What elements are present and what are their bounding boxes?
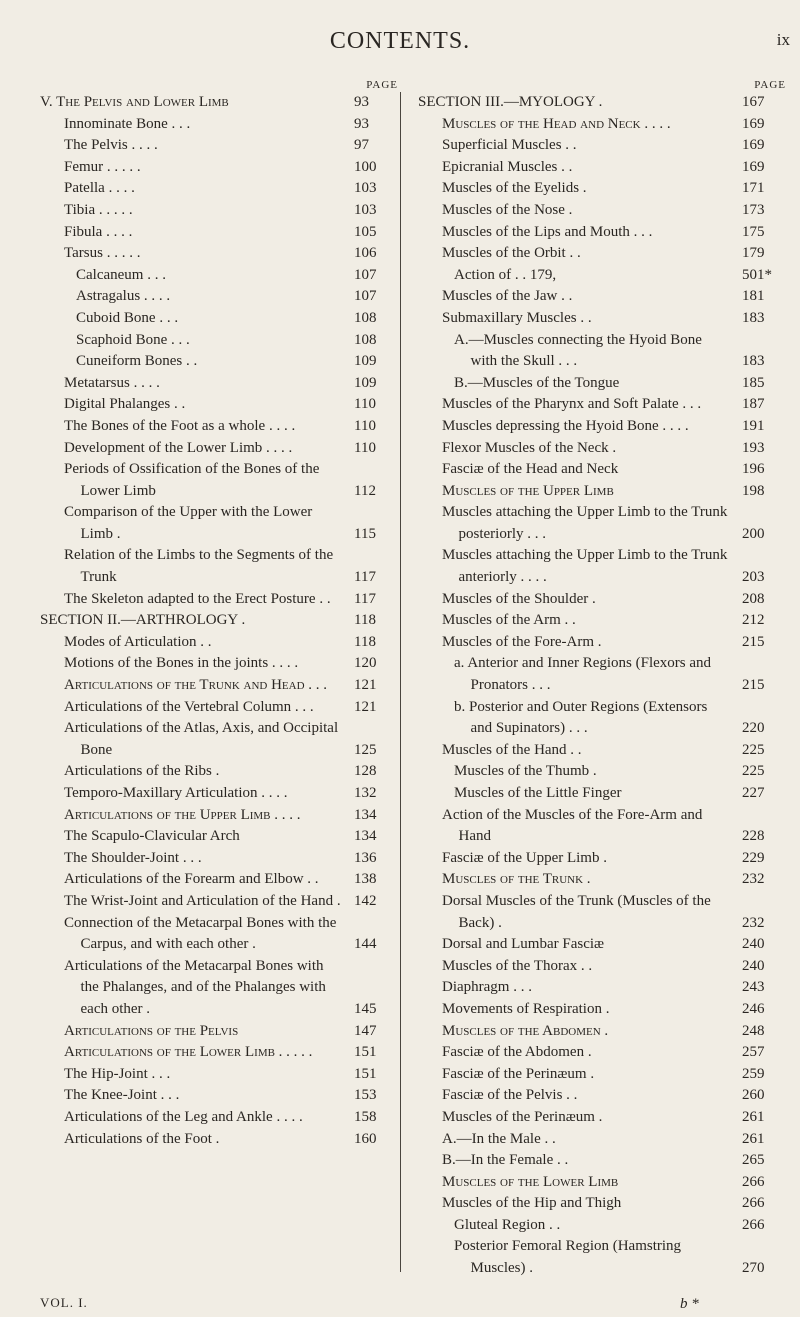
toc-entry-page: 232 xyxy=(742,914,765,931)
toc-entry-title: Epicranial Muscles . . xyxy=(442,158,573,175)
toc-entry-title: Muscles of the Hand . . xyxy=(442,741,582,758)
toc-entry xyxy=(442,977,788,999)
toc-entry-title: The Knee-Joint . . . xyxy=(64,1087,180,1104)
toc-entry xyxy=(442,610,788,632)
toc-entry-page: 100 xyxy=(354,158,377,175)
toc-entry-page: 93 xyxy=(354,115,369,132)
toc-entry-title: Dorsal and Lumbar Fasciæ xyxy=(442,936,605,953)
toc-entry xyxy=(442,934,788,956)
toc-entry-title: B.—Muscles of the Tongue xyxy=(454,374,620,391)
toc-entry-page: 501* xyxy=(742,266,772,283)
toc-entry-title: The Hip-Joint . . . xyxy=(64,1065,171,1082)
page-column-label: PAGE xyxy=(366,79,398,91)
toc-entry-title: Motions of the Bones in the joints . . . . xyxy=(64,655,299,672)
toc-entry-page: 183 xyxy=(742,353,765,370)
toc-entry xyxy=(64,178,400,200)
toc-entry-page: 212 xyxy=(742,612,765,629)
toc-entry-title: The Bones of the Foot as a whole . . . . xyxy=(64,417,296,434)
toc-entry-page: 132 xyxy=(354,785,377,801)
signature-mark: b * xyxy=(680,1296,699,1312)
toc-entry-title: V. The Pelvis and Lower Limb xyxy=(40,94,229,110)
toc-entry xyxy=(454,265,788,287)
toc-entry-page: 225 xyxy=(742,763,765,780)
toc-entry xyxy=(64,394,400,416)
toc-entry xyxy=(40,92,400,114)
toc-entry-title: SECTION III.—MYOLOGY . xyxy=(418,94,603,110)
toc-entry-title: Action of . . 179, xyxy=(454,266,557,283)
toc-entry-title: Articulations of the Foot . xyxy=(64,1130,220,1147)
toc-entry-title: Action of the Muscles of the Fore-Arm and Hand xyxy=(442,806,703,845)
toc-entry xyxy=(64,913,400,956)
toc-entry-page: 179 xyxy=(742,245,765,262)
toc-entry-page: 169 xyxy=(742,115,765,132)
toc-entry-page: 112 xyxy=(354,482,376,499)
toc-entry-title: Muscles of the Little Finger xyxy=(454,785,622,801)
toc-entry-page: 151 xyxy=(354,1065,377,1082)
toc-entry xyxy=(76,330,400,352)
toc-entry xyxy=(76,286,400,308)
toc-entry-title: Tarsus . . . . . xyxy=(64,245,141,262)
toc-entry-page: 169 xyxy=(742,137,765,154)
toc-entry xyxy=(442,243,788,265)
toc-entry xyxy=(442,1150,788,1172)
toc-entry-title: Dorsal Muscles of the Trunk (Muscles of the Back) . xyxy=(442,892,711,931)
toc-entry-title: Muscles of the Pharynx and Soft Palate . . . xyxy=(442,396,702,413)
toc-entry-title: Muscles of the Head and Neck . . . . xyxy=(442,115,671,132)
toc-entry xyxy=(442,740,788,762)
toc-entry-title: Fasciæ of the Head and Neck xyxy=(442,461,619,478)
toc-entry xyxy=(64,438,400,460)
toc-entry-page: 215 xyxy=(742,633,765,650)
right-column xyxy=(418,78,788,1280)
toc-entry xyxy=(442,308,788,330)
toc-entry-title: Comparison of the Upper with the Lower Limb . xyxy=(64,504,313,542)
toc-entry-page: 261 xyxy=(742,1130,765,1147)
toc-entry-title: The Pelvis . . . . xyxy=(64,137,158,154)
toc-entry-page: 108 xyxy=(354,309,377,326)
toc-entry-page: 109 xyxy=(354,353,377,370)
toc-entry xyxy=(64,502,400,545)
toc-entry-title: Periods of Ossification of the Bones of the Lower Limb xyxy=(64,461,320,499)
volume-label: VOL. I. xyxy=(40,1295,88,1310)
toc-entry-page: 103 xyxy=(354,201,377,218)
toc-entry xyxy=(64,114,400,136)
toc-entry xyxy=(442,178,788,200)
toc-entry xyxy=(64,805,400,827)
toc-entry xyxy=(442,805,788,848)
toc-entry-title: Gluteal Region . . xyxy=(454,1216,561,1233)
toc-entry-page: 173 xyxy=(742,201,765,218)
toc-entry-page: 151 xyxy=(354,1044,377,1061)
toc-entry-title: Muscles of the Perinæum . xyxy=(442,1108,603,1125)
toc-entry-page: 121 xyxy=(354,677,377,694)
toc-entry-page: 103 xyxy=(354,180,377,197)
toc-entry-title: Muscles attaching the Upper Limb to the Trunk posteriorly . . . xyxy=(442,504,728,542)
toc-entry-title: Metatarsus . . . . xyxy=(64,374,160,391)
toc-entry xyxy=(442,481,788,503)
toc-entry-title: Articulations of the Vertebral Column . . . xyxy=(64,698,314,715)
toc-entry-title: Muscles of the Arm . . xyxy=(442,612,576,629)
toc-entry-page: 185 xyxy=(742,374,765,391)
page-title: CONTENTS. xyxy=(329,28,471,54)
toc-list-left xyxy=(40,92,400,1150)
toc-entry-page: 169 xyxy=(742,158,765,175)
toc-entry xyxy=(442,438,788,460)
toc-entry-title: Scaphoid Bone . . . xyxy=(76,331,190,348)
toc-entry-page: 110 xyxy=(354,396,376,413)
toc-entry-title: Superficial Muscles . . xyxy=(442,137,577,154)
toc-entry-page: 120 xyxy=(354,655,377,672)
toc-entry-title: Fasciæ of the Abdomen . xyxy=(442,1044,592,1061)
toc-entry xyxy=(454,373,788,395)
toc-entry xyxy=(442,956,788,978)
toc-entry xyxy=(64,761,400,783)
toc-entry-page: 167 xyxy=(742,94,765,110)
toc-entry-page: 193 xyxy=(742,439,765,456)
toc-entry-page: 208 xyxy=(742,590,765,607)
toc-entry-title: Muscles of the Shoulder . xyxy=(442,590,596,607)
toc-entry xyxy=(64,545,400,588)
toc-entry-page: 259 xyxy=(742,1065,765,1082)
toc-entry xyxy=(64,157,400,179)
toc-entry-page: 232 xyxy=(742,871,765,888)
toc-entry-page: 243 xyxy=(742,979,765,996)
toc-entry-title: Articulations of the Forearm and Elbow . . xyxy=(64,871,319,888)
toc-entry-title: Fasciæ of the Perinæum . xyxy=(442,1065,595,1082)
toc-entry-page: 187 xyxy=(742,396,765,413)
toc-entry-title: Muscles of the Fore-Arm . xyxy=(442,633,602,650)
toc-entry-title: Muscles of the Hip and Thigh xyxy=(442,1195,622,1212)
toc-entry-title: Articulations of the Upper Limb . . . . xyxy=(64,806,301,823)
toc-entry-title: Development of the Lower Limb . . . . xyxy=(64,439,293,456)
toc-entry-page: 246 xyxy=(742,1000,765,1017)
toc-entry-page: 248 xyxy=(742,1022,765,1039)
toc-entry-title: Muscles of the Eyelids . xyxy=(442,180,587,197)
toc-entry-title: Muscles of the Nose . xyxy=(442,201,573,218)
toc-entry-page: 115 xyxy=(354,525,376,542)
toc-entry-page: 118 xyxy=(354,633,376,650)
toc-entry-page: 229 xyxy=(742,849,765,866)
toc-entry-page: 128 xyxy=(354,763,377,780)
toc-entry xyxy=(64,675,400,697)
toc-entry xyxy=(442,999,788,1021)
toc-entry xyxy=(442,157,788,179)
toc-entry xyxy=(64,848,400,870)
toc-entry-title: Temporo-Maxillary Articulation . . . . xyxy=(64,785,288,801)
toc-entry-title: Muscles of the Trunk . xyxy=(442,871,591,888)
toc-entry-title: The Shoulder-Joint . . . xyxy=(64,849,202,866)
toc-entry xyxy=(442,869,788,891)
toc-entry-title: Fasciæ of the Pelvis . . xyxy=(442,1087,578,1104)
toc-entry xyxy=(64,697,400,719)
toc-entry-title: Muscles depressing the Hyoid Bone . . . . xyxy=(442,417,689,434)
toc-entry xyxy=(454,330,788,373)
toc-entry xyxy=(64,1107,400,1129)
toc-entry-title: b. Posterior and Outer Regions (Extensors and Supinators) . . . xyxy=(454,698,708,737)
toc-entry xyxy=(442,1021,788,1043)
toc-entry xyxy=(418,92,788,114)
toc-entry-page: 200 xyxy=(742,525,765,542)
toc-entry xyxy=(454,783,788,805)
toc-entry-title: Articulations of the Lower Limb . . . . . xyxy=(64,1044,313,1061)
toc-entry-page: 109 xyxy=(354,374,377,391)
toc-entry-page: 270 xyxy=(742,1260,765,1277)
toc-entry-title: Astragalus . . . . xyxy=(76,288,171,305)
toc-entry-title: Cuneiform Bones . . xyxy=(76,353,198,370)
page-number: ix xyxy=(776,30,790,49)
toc-entry-page: 110 xyxy=(354,417,376,434)
toc-entry-page: 118 xyxy=(354,612,376,629)
toc-entry xyxy=(64,956,400,1021)
toc-entry-title: Articulations of the Metacarpal Bones with the Phalanges, and of the Phalanges with each other . xyxy=(64,957,326,1017)
toc-entry-page: 175 xyxy=(742,223,765,240)
toc-entry-title: Muscles of the Abdomen . xyxy=(442,1022,609,1039)
toc-entry-title: SECTION II.—ARTHROLOGY . xyxy=(40,612,246,629)
toc-entry-page: 125 xyxy=(354,741,377,758)
toc-entry xyxy=(442,416,788,438)
toc-entry-page: 105 xyxy=(354,223,377,240)
toc-entry-title: Muscles attaching the Upper Limb to the Trunk anteriorly . . . . xyxy=(442,547,728,586)
toc-entry-title: A.—Muscles connecting the Hyoid Bone with the Skull . . . xyxy=(454,331,702,370)
toc-entry xyxy=(442,135,788,157)
toc-entry xyxy=(442,459,788,481)
toc-entry xyxy=(64,135,400,157)
toc-entry-page: 260 xyxy=(742,1087,765,1104)
toc-entry xyxy=(64,891,400,913)
toc-entry-page: 147 xyxy=(354,1022,377,1039)
toc-entry-page: 171 xyxy=(742,180,765,197)
toc-entry-title: Muscles of the Upper Limb xyxy=(442,482,614,499)
toc-entry-page: 160 xyxy=(354,1130,377,1147)
toc-entry-page: 138 xyxy=(354,871,377,888)
toc-entry-page: 93 xyxy=(354,94,369,110)
toc-entry-page: 97 xyxy=(354,137,369,154)
toc-entry xyxy=(64,783,400,805)
toc-entry-page: 261 xyxy=(742,1108,765,1125)
toc-entry-title: Articulations of the Trunk and Head . . . xyxy=(64,677,328,694)
toc-entry-title: Posterior Femoral Region (Hamstring Muscles) . xyxy=(454,1238,682,1277)
toc-entry xyxy=(76,308,400,330)
toc-entry xyxy=(442,632,788,654)
toc-entry xyxy=(442,222,788,244)
toc-entry xyxy=(442,1107,788,1129)
toc-entry-title: Modes of Articulation . . xyxy=(64,633,212,650)
toc-entry xyxy=(64,1064,400,1086)
toc-entry-page: 108 xyxy=(354,331,377,348)
toc-entry xyxy=(64,826,400,848)
toc-entry xyxy=(64,373,400,395)
toc-entry xyxy=(442,891,788,934)
left-column xyxy=(40,78,400,1150)
toc-entry-page: 257 xyxy=(742,1044,765,1061)
toc-entry-title: Articulations of the Leg and Ankle . . . . xyxy=(64,1108,303,1125)
toc-entry xyxy=(442,1129,788,1151)
toc-entry xyxy=(442,502,788,545)
toc-entry-page: 145 xyxy=(354,1000,377,1017)
toc-entry-title: Femur . . . . . xyxy=(64,158,141,175)
toc-entry-page: 196 xyxy=(742,461,765,478)
toc-entry xyxy=(442,1064,788,1086)
toc-entry xyxy=(442,286,788,308)
toc-entry-title: Innominate Bone . . . xyxy=(64,115,191,132)
toc-entry-title: Muscles of the Lips and Mouth . . . xyxy=(442,223,653,240)
toc-entry xyxy=(64,589,400,611)
toc-entry-title: Relation of the Limbs to the Segments of the Trunk xyxy=(64,547,334,586)
toc-entry xyxy=(64,200,400,222)
toc-entry xyxy=(442,848,788,870)
toc-entry xyxy=(64,222,400,244)
toc-entry-title: Fasciæ of the Upper Limb . xyxy=(442,849,607,866)
toc-entry-page: 225 xyxy=(742,741,765,758)
toc-entry-title: Calcaneum . . . xyxy=(76,266,166,283)
toc-entry-page: 266 xyxy=(742,1173,765,1190)
toc-entry xyxy=(442,114,788,136)
toc-entry-page: 181 xyxy=(742,288,765,305)
toc-entry-page: 215 xyxy=(742,677,765,694)
toc-entry xyxy=(442,1172,788,1194)
toc-entry-title: Muscles of the Thorax . . xyxy=(442,957,593,974)
toc-entry xyxy=(442,200,788,222)
toc-entry-page: 265 xyxy=(742,1152,765,1169)
toc-entry-title: Muscles of the Jaw . . xyxy=(442,288,573,305)
toc-entry-title: Movements of Respiration . xyxy=(442,1000,610,1017)
toc-entry xyxy=(40,610,400,632)
toc-entry-page: 121 xyxy=(354,698,377,715)
toc-entry-title: Tibia . . . . . xyxy=(64,201,133,218)
toc-entry xyxy=(442,1193,788,1215)
toc-entry-title: A.—In the Male . . xyxy=(442,1130,556,1147)
toc-entry-title: B.—In the Female . . xyxy=(442,1152,569,1169)
toc-entry-page: 134 xyxy=(354,806,377,823)
toc-entry xyxy=(64,1085,400,1107)
page-column-label: PAGE xyxy=(754,79,786,91)
page-header xyxy=(0,0,800,84)
toc-entry xyxy=(442,1042,788,1064)
toc-entry xyxy=(64,1021,400,1043)
toc-entry-page: 144 xyxy=(354,936,377,953)
toc-entry-title: a. Anterior and Inner Regions (Flexors and Pronators . . . xyxy=(454,655,712,694)
toc-entry xyxy=(64,653,400,675)
toc-entry-page: 240 xyxy=(742,936,765,953)
toc-entry xyxy=(64,243,400,265)
toc-entry-title: Articulations of the Ribs . xyxy=(64,763,220,780)
toc-entry-page: 266 xyxy=(742,1195,765,1212)
column-divider xyxy=(400,92,401,1272)
toc-entry-page: 228 xyxy=(742,828,765,845)
toc-entry-page: 183 xyxy=(742,309,765,326)
toc-entry xyxy=(76,265,400,287)
toc-entry-title: Articulations of the Atlas, Axis, and Occipital Bone xyxy=(64,720,339,758)
toc-entry-page: 134 xyxy=(354,828,377,845)
toc-entry-title: Fibula . . . . xyxy=(64,223,133,240)
toc-entry-page: 191 xyxy=(742,417,765,434)
toc-entry xyxy=(64,1042,400,1064)
toc-entry-page: 117 xyxy=(354,590,376,607)
toc-entry-page: 198 xyxy=(742,482,765,499)
toc-entry-title: Cuboid Bone . . . xyxy=(76,309,179,326)
toc-entry-title: Articulations of the Pelvis xyxy=(64,1022,239,1039)
toc-entry-title: Muscles of the Lower Limb xyxy=(442,1173,619,1190)
toc-entry xyxy=(442,394,788,416)
toc-entry xyxy=(454,653,788,696)
toc-entry-page: 266 xyxy=(742,1216,765,1233)
toc-entry xyxy=(454,1236,788,1279)
toc-entry-page: 107 xyxy=(354,266,377,283)
toc-entry xyxy=(454,761,788,783)
toc-entry-page: 107 xyxy=(354,288,377,305)
toc-entry xyxy=(442,589,788,611)
toc-entry-title: Digital Phalanges . . xyxy=(64,396,186,413)
toc-entry xyxy=(442,1085,788,1107)
toc-entry-page: 136 xyxy=(354,849,377,866)
toc-entry xyxy=(64,459,400,502)
toc-list-right xyxy=(418,92,788,1280)
toc-entry xyxy=(64,869,400,891)
toc-entry-page: 203 xyxy=(742,569,765,586)
toc-entry-title: Submaxillary Muscles . . xyxy=(442,309,592,326)
toc-entry xyxy=(64,632,400,654)
toc-entry-page: 240 xyxy=(742,957,765,974)
toc-entry-page: 158 xyxy=(354,1108,377,1125)
toc-entry xyxy=(64,718,400,761)
toc-entry-page: 106 xyxy=(354,245,377,262)
toc-entry xyxy=(64,1129,400,1151)
toc-entry xyxy=(454,1215,788,1237)
toc-entry-title: The Wrist-Joint and Articulation of the Hand . xyxy=(64,892,341,909)
toc-entry-title: The Skeleton adapted to the Erect Posture . . xyxy=(64,590,331,607)
toc-entry xyxy=(76,351,400,373)
toc-entry-page: 153 xyxy=(354,1087,377,1104)
toc-entry xyxy=(442,545,788,588)
toc-entry-page: 220 xyxy=(742,720,765,737)
toc-entry-page: 110 xyxy=(354,439,376,456)
toc-entry-page: 227 xyxy=(742,785,765,801)
toc-entry-page: 117 xyxy=(354,569,376,586)
toc-entry-title: Diaphragm . . . xyxy=(442,979,532,996)
toc-entry-title: Connection of the Metacarpal Bones with the Carpus, and with each other . xyxy=(64,914,337,953)
toc-entry-title: Flexor Muscles of the Neck . xyxy=(442,439,617,456)
toc-entry-page: 142 xyxy=(354,892,377,909)
toc-entry xyxy=(454,697,788,740)
toc-entry-title: Muscles of the Orbit . . xyxy=(442,245,581,262)
toc-entry-title: Muscles of the Thumb . xyxy=(454,763,597,780)
toc-entry xyxy=(64,416,400,438)
toc-entry-title: Patella . . . . xyxy=(64,180,135,197)
toc-entry-title: The Scapulo-Clavicular Arch xyxy=(64,828,240,845)
